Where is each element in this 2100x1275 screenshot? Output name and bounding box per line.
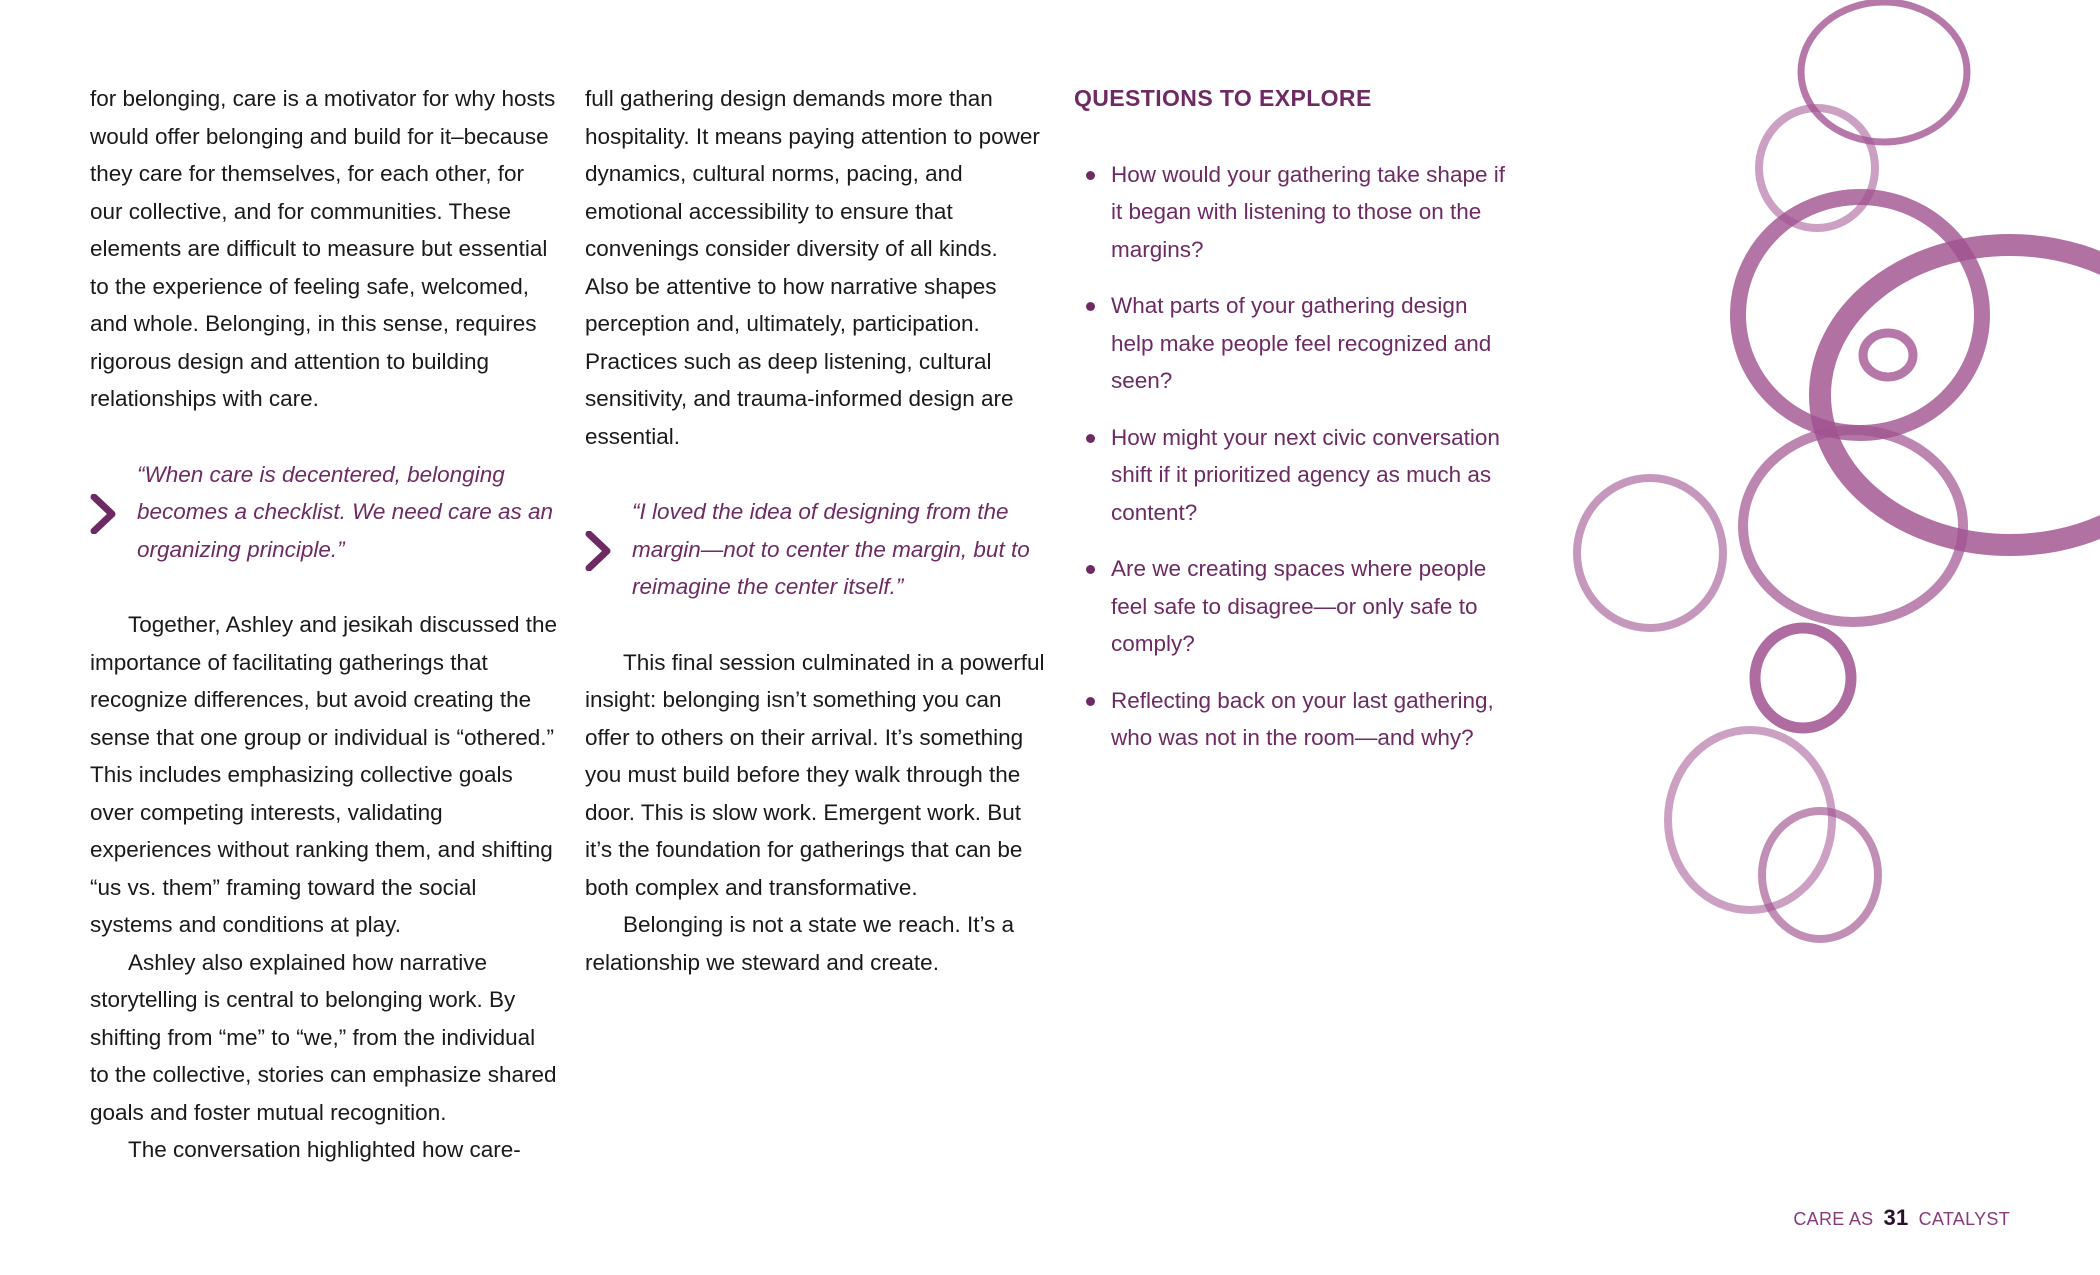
page-folio <box>1793 1205 2010 1231</box>
body-paragraph: This final session culminated in a powerful insight: belonging isn’t something you can offer to others on their arrival. It’s something you must build before they walk through the door. This is slow work. Emergent work. But it’s the foundation for gatherings that can be both complex and transformative. <box>585 649 1045 900</box>
folio-left: CARE AS <box>1793 1209 1874 1229</box>
text-column-1 <box>90 80 558 1169</box>
body-paragraph: for belonging, care is a motivator for why hosts would offer belonging and build for it–because they care for themselves, for each other, for our collective, and for communities. These elements are difficult to measure but essential to the experience of feeling safe, welcomed, and whole. Belonging, in this sense, requires rigorous design and attention to building relationships with care. <box>90 86 556 411</box>
body-paragraph: full gathering design demands more than hospitality. It means paying attention to power dynamics, cultural norms, pacing, and emotional accessibility to ensure that convenings consider diversity of all kinds. Also be attentive to how narrative shapes perception and, ultimately, participation. Practices such as deep listening, cultural sensitivity, and trauma-informed design are essential. <box>585 86 1040 449</box>
body-paragraph: Ashley also explained how narrative storytelling is central to belonging work. By shifting from “me” to “we,” from the individual to the collective, stories can emphasize shared goals and foster mutual recognition. <box>90 949 557 1125</box>
bullet-icon <box>1086 565 1095 574</box>
questions-heading: QUESTIONS TO EXPLORE <box>1074 85 1372 111</box>
question-item <box>1074 682 1514 757</box>
pull-quote-text: “When care is decentered, belonging becomes a checklist. We need care as an organizing principle.” <box>137 461 554 562</box>
question-item <box>1074 550 1514 663</box>
body-paragraph: Belonging is not a state we reach. It’s a relationship we steward and create. <box>585 912 1015 975</box>
page-number: 31 <box>1883 1205 1909 1230</box>
pull-quote <box>90 456 558 569</box>
folio-right: CATALYST <box>1918 1209 2010 1229</box>
bullet-icon <box>1086 697 1095 706</box>
question-text: How would your gathering take shape if it began with listening to those on the margins? <box>1111 161 1505 262</box>
bullet-icon <box>1086 434 1095 443</box>
pull-quote <box>585 493 1045 606</box>
question-item <box>1074 419 1514 532</box>
question-text: What parts of your gathering design help make people feel recognized and seen? <box>1111 293 1492 393</box>
question-text: Are we creating spaces where people feel safe to disagree—or only safe to comply? <box>1111 556 1487 656</box>
question-text: Reflecting back on your last gathering, who was not in the room—and why? <box>1111 687 1494 750</box>
watercolor-rings-illustration <box>1560 0 2100 980</box>
chevron-quote-icon <box>585 531 615 571</box>
body-paragraph: Together, Ashley and jesikah discussed the importance of facilitating gatherings that recognize differences, but avoid creating the sense that one group or individual is “othered.” This includes emphasizing collective goals over competing interests, validating experiences without ranking them, and shifting “us vs. them” framing toward the social systems and conditions at play. <box>90 612 558 937</box>
text-column-2 <box>585 80 1045 981</box>
chevron-quote-icon <box>90 494 120 534</box>
questions-list <box>1074 156 1514 757</box>
bullet-icon <box>1086 302 1095 311</box>
question-text: How might your next civic conversation shift if it prioritized agency as much as content? <box>1111 424 1500 525</box>
body-paragraph: The conversation highlighted how care- <box>128 1137 521 1162</box>
question-item <box>1074 156 1514 269</box>
pull-quote-text: “I loved the idea of designing from the margin—not to center the margin, but to reimagine the center itself.” <box>632 499 1030 599</box>
bullet-icon <box>1086 171 1095 180</box>
questions-panel <box>1074 80 1514 776</box>
question-item <box>1074 287 1514 400</box>
